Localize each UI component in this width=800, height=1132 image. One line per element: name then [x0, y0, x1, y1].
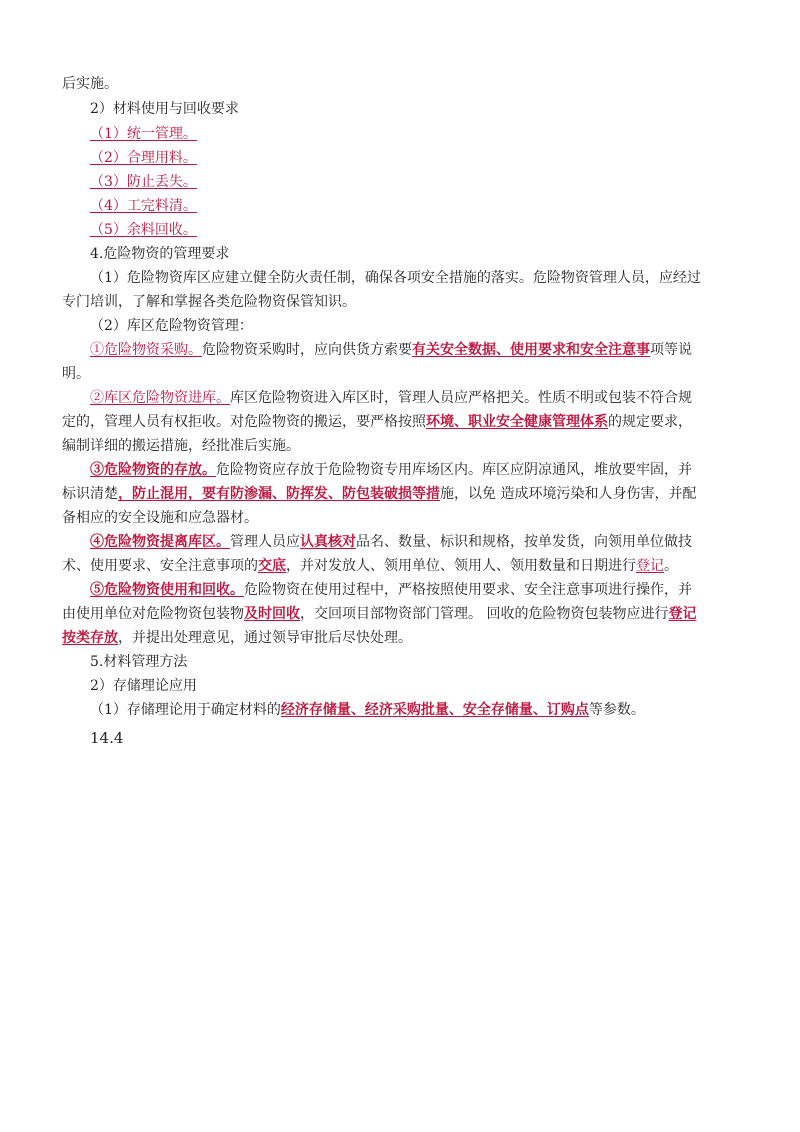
item-1-heading: ①危险物资采购。 [90, 342, 202, 358]
section-number: 14.4 [90, 729, 124, 747]
item-5-highlight-1: 及时回收 [244, 606, 300, 622]
paragraph-5-1-text-2: 等参数。 [588, 702, 645, 718]
item-2-text: 库区危险物资进入库区时，管理人员应严格把关。性质不明或包装不符合规 [230, 390, 692, 406]
item-1-line-1 [90, 340, 692, 360]
item-5-heading: ⑤危险物资使用和回收。 [90, 582, 244, 598]
item-2-heading: ②库区危险物资进库。 [90, 390, 230, 406]
item-3-line-3: 备相应的安全设施和应急器材。 [62, 510, 258, 526]
item-2-text-3: 的规定要求， [608, 414, 692, 430]
item-1-line-2: 明。 [62, 366, 90, 382]
item-4-highlight-1: 认真核对 [300, 534, 356, 550]
item-5-highlight-3: 按类存放 [62, 630, 118, 646]
item-3-line-1 [90, 460, 692, 480]
item-4-highlight-2: 交底 [258, 558, 286, 574]
paragraph-5-1-highlight: 经济存储量、经济采购批量、安全存储量、订购点 [280, 702, 589, 718]
item-5-line-3 [62, 628, 412, 648]
subheading-material-use: 2）材料使用与回收要求 [90, 101, 239, 117]
item-5-text-2: 由使用单位对危险物资包装物 [62, 606, 244, 622]
item-3-text-3: 施，以免 造成环境污染和人身伤害，并配 [440, 486, 697, 502]
material-item: （4）工完料清。 [90, 198, 197, 214]
paragraph-5-1 [90, 700, 645, 720]
item-3-heading: ③危险物资的存放。 [90, 462, 216, 478]
item-5-highlight-2: 登记 [668, 606, 697, 622]
item-4-line-2 [62, 556, 678, 576]
text-line: 后实施。 [62, 76, 118, 92]
paragraph-1-line-1: （1）危险物资库区应建立健全防火责任制，确保各项安全措施的落实。危险物资管理人员，应经过 [90, 270, 701, 286]
item-2-line-2 [62, 412, 692, 432]
item-4-text-5: 。 [664, 558, 678, 574]
item-5-text-4: ，并提出处理意见，通过领导审批后尽快处理。 [118, 630, 412, 646]
item-4-line-1 [90, 532, 692, 552]
paragraph-2: （2）库区危险物资管理： [90, 318, 253, 334]
item-1-text-2: 项等说 [650, 342, 692, 358]
material-item: （2）合理用料。 [90, 150, 197, 166]
item-3-text-2: 标识清楚 [62, 486, 118, 502]
item-5-line-2 [62, 604, 696, 624]
item-4-highlight-3: 登记 [636, 558, 664, 574]
item-4-heading: ④危险物资提离库区。 [90, 534, 230, 550]
item-1-highlight: 有关安全数据、使用要求和安全注意事 [412, 342, 650, 358]
item-3-highlight: ，防止混用，要有防渗漏、防挥发、防包装破损等措 [118, 486, 440, 502]
item-3-text: 危险物资应存放于危险物资专用库场区内。库区应阴凉通风，堆放要牢固，并 [216, 462, 692, 478]
item-2-highlight: 环境、职业安全健康管理体系 [426, 414, 608, 430]
item-1-text: 危险物资采购时，应向供货方索要 [202, 342, 412, 358]
item-4-text-4: ，并对发放人、领用单位、领用人、领用数量和日期进行 [286, 558, 636, 574]
subheading-storage-theory: 2）存储理论应用 [90, 678, 197, 694]
item-5-text-3: ，交回项目部物资部门管理。 回收的危险物资包装物应进行 [300, 606, 669, 622]
item-5-text: 危险物资在使用过程中，严格按照使用要求、安全注意事项进行操作，并 [244, 582, 692, 598]
material-item: （3）防止丢失。 [90, 174, 197, 190]
paragraph-1-line-2: 专门培训，了解和掌握各类危险物资保管知识。 [62, 294, 356, 310]
item-2-line-1 [90, 388, 692, 408]
material-item: （1）统一管理。 [90, 126, 197, 142]
section-heading-5: 5.材料管理方法 [90, 654, 188, 670]
item-3-line-2 [62, 484, 696, 504]
section-heading-4: 4.危险物资的管理要求 [90, 246, 230, 262]
item-4-text-2: 品名、数量、标识和规格，按单发货，向领用单位做技 [356, 534, 692, 550]
item-2-text-2: 定的，管理人员有权拒收。对危险物资的搬运，要严格按照 [62, 414, 426, 430]
paragraph-5-1-text: （1）存储理论用于确定材料的 [90, 702, 281, 718]
item-2-line-3: 编制详细的搬运措施，经批准后实施。 [62, 438, 300, 454]
material-item: （5）余料回收。 [90, 222, 197, 238]
item-4-text: 管理人员应 [230, 534, 300, 550]
item-4-text-3: 术、使用要求、安全注意事项的 [62, 558, 258, 574]
item-5-line-1 [90, 580, 692, 600]
